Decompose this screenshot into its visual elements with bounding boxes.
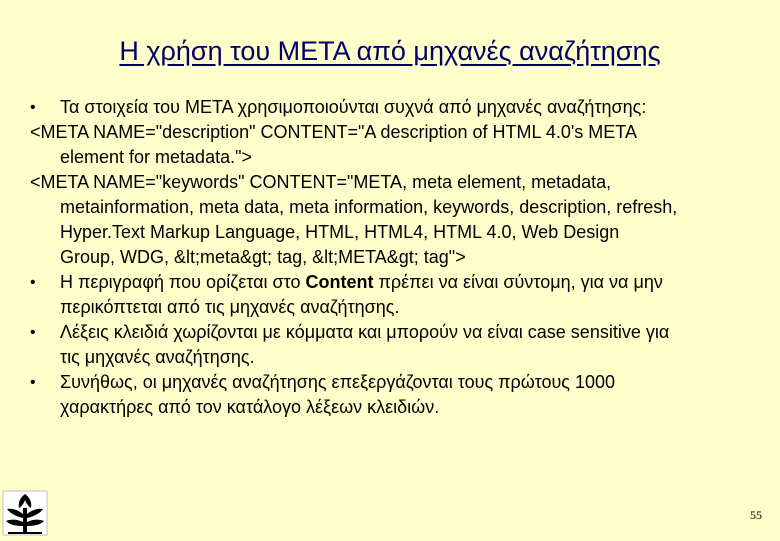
bullet-item: [30, 270, 760, 320]
bullet-text: • Λέξεις κλειδιά χωρίζονται με κόμματα και μπορούν να είναι case sensitive για: [60, 322, 670, 342]
bullet-item: [30, 370, 760, 420]
slide-content: [30, 95, 760, 420]
bullet-text: • Τα στοιχεία του ΜΕΤΑ χρησιμοποιούνται συχνά από μηχανές αναζήτησης:: [60, 97, 647, 117]
bullet-text: τις μηχανές αναζήτησης.: [60, 347, 255, 367]
slide-title: Η χρήση του ΜΕΤΑ από μηχανές αναζήτησης: [119, 36, 661, 66]
code-line: Group, WDG, &lt;meta&gt; tag, &lt;META&gt; tag">: [60, 247, 466, 267]
bold-keyword: Content: [305, 272, 374, 292]
bullet-text: χαρακτήρες από τον κατάλογο λέξεων κλειδιών.: [60, 397, 440, 417]
code-example-keywords: [30, 170, 760, 270]
bullet-text: περικόπτεται από τις μηχανές αναζήτησης.: [60, 297, 400, 317]
code-line: element for metadata.">: [60, 147, 252, 167]
bullet-item: [30, 320, 760, 370]
bullet-item: [30, 95, 760, 120]
tree-logo-icon: [2, 490, 48, 536]
bullet-text: • Συνήθως, οι μηχανές αναζήτησης επεξεργάζονται τους πρώτους 1000: [60, 372, 616, 392]
code-line: metainformation, meta data, meta information, keywords, description, refresh,: [60, 197, 678, 217]
bullet-text: • Η περιγραφή που ορίζεται στο Content πρέπει να είναι σύντομη, για να μην: [60, 272, 663, 292]
code-line: <META NAME="keywords" CONTENT="META, meta element, metadata,: [30, 172, 612, 192]
code-example-description: [30, 120, 760, 170]
code-line: Hyper.Text Markup Language, HTML, HTML4, HTML 4.0, Web Design: [60, 222, 620, 242]
page-number: 55: [750, 508, 762, 522]
code-line: <META NAME="description" CONTENT="A description of HTML 4.0's META: [30, 122, 637, 142]
